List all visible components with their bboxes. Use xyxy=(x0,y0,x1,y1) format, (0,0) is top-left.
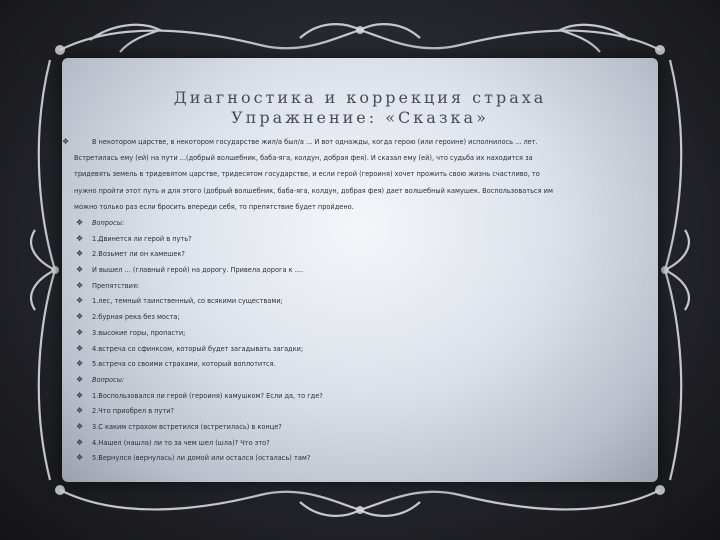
list-item xyxy=(74,309,648,325)
list-item xyxy=(74,278,648,294)
bullet-icon: ❖ xyxy=(76,374,84,384)
list-item xyxy=(74,325,648,341)
list-item xyxy=(74,435,648,451)
list-item xyxy=(74,246,648,262)
list-item-text: 5.встреча со своими страхами, который воплотится. xyxy=(92,360,276,369)
list-item-text: 2.бурная река без моста; xyxy=(92,313,180,322)
intro-line: тридевять земель в тридевятом царстве, тридесятом государстве, и если герой (героиня) хочет прожить свою жизнь счастливо, то xyxy=(74,170,540,179)
list-item-text: 1.Двинется ли герой в путь? xyxy=(92,234,192,243)
list-item xyxy=(74,293,648,309)
bullet-icon: ❖ xyxy=(76,390,84,400)
list-item xyxy=(74,356,648,372)
list-item-text: И вышел ... (главный герой) на дорогу. Привела дорога к .... xyxy=(92,266,304,275)
list-item xyxy=(74,450,648,466)
list-item-text: 3.высокие горы, пропасти; xyxy=(92,328,186,337)
list-item xyxy=(74,388,648,404)
slide-title-line-1: Диагностика и коррекция страха xyxy=(173,88,547,107)
bullet-icon: ❖ xyxy=(76,343,84,353)
list-item-text: 4.встреча со сфинксом, который будет загадывать загадки; xyxy=(92,344,304,353)
list-item xyxy=(74,403,648,419)
intro-line: можно только раз если бросить впереди себя, то препятствие будет пройдено. xyxy=(74,202,354,211)
list-item xyxy=(74,215,648,231)
intro-line: нужно пройти этот путь и для этого (добрый волшебник, баба-яга, колдун, добрая фея) дает волшебный камушек. Воспользоваться им xyxy=(74,186,553,195)
bullet-icon: ❖ xyxy=(76,437,84,447)
list-item xyxy=(74,262,648,278)
list-item-text: Вопросы: xyxy=(92,375,125,384)
slide-title-line-2: Упражнение: «Сказка» xyxy=(231,108,489,127)
list-item xyxy=(74,372,648,388)
bullet-icon: ❖ xyxy=(76,233,84,243)
list-item-text: Препятствия: xyxy=(92,281,140,290)
bullet-icon: ❖ xyxy=(76,327,84,337)
list-item-text: 5.Вернулся (вернулась) ли домой или остался (осталась) там? xyxy=(92,454,311,463)
bullet-icon: ❖ xyxy=(76,453,84,463)
slide-content xyxy=(62,134,648,466)
bullet-icon: ❖ xyxy=(62,137,70,146)
list-item-text: 3.С каким страхом встретился (встретилась) в конце? xyxy=(92,422,282,431)
list-item-text: 1.лес, темный таинственный, со всякими существами; xyxy=(92,297,283,306)
list-item-text: 4.Нашел (нашла) ли то за чем шел (шла)? Что это? xyxy=(92,438,270,447)
list-item xyxy=(74,419,648,435)
intro-paragraph xyxy=(62,134,648,215)
list-item-text: 2.Что приобрел в пути? xyxy=(92,407,175,416)
bullet-icon: ❖ xyxy=(76,280,84,290)
bullet-icon: ❖ xyxy=(76,421,84,431)
list-item xyxy=(74,341,648,357)
bullet-icon: ❖ xyxy=(76,218,84,228)
bullet-icon: ❖ xyxy=(76,406,84,416)
bullet-icon: ❖ xyxy=(76,265,84,275)
intro-line: В некотором царстве, в некотором государстве жил/а был/а ... И вот однажды, когда герою (или героине) исполнилось ... лет. xyxy=(92,138,538,146)
list-item-text: Вопросы: xyxy=(92,219,125,228)
bullet-icon: ❖ xyxy=(76,359,84,369)
list-item xyxy=(74,231,648,247)
bullet-icon: ❖ xyxy=(76,296,84,306)
list-item-text: 1.Воспользовался ли герой (героиня) камушком? Если да, то где? xyxy=(92,391,323,400)
list-item-text: 2.Возьмет ли он камешек? xyxy=(92,250,185,259)
bullet-icon: ❖ xyxy=(76,312,84,322)
bullet-icon: ❖ xyxy=(76,249,84,259)
intro-line: Встретилась ему (ей) на пути ...(добрый волшебник, баба-яга, колдун, добрая фея). И сказал ему (ей), что судьба их находится за xyxy=(74,154,533,163)
